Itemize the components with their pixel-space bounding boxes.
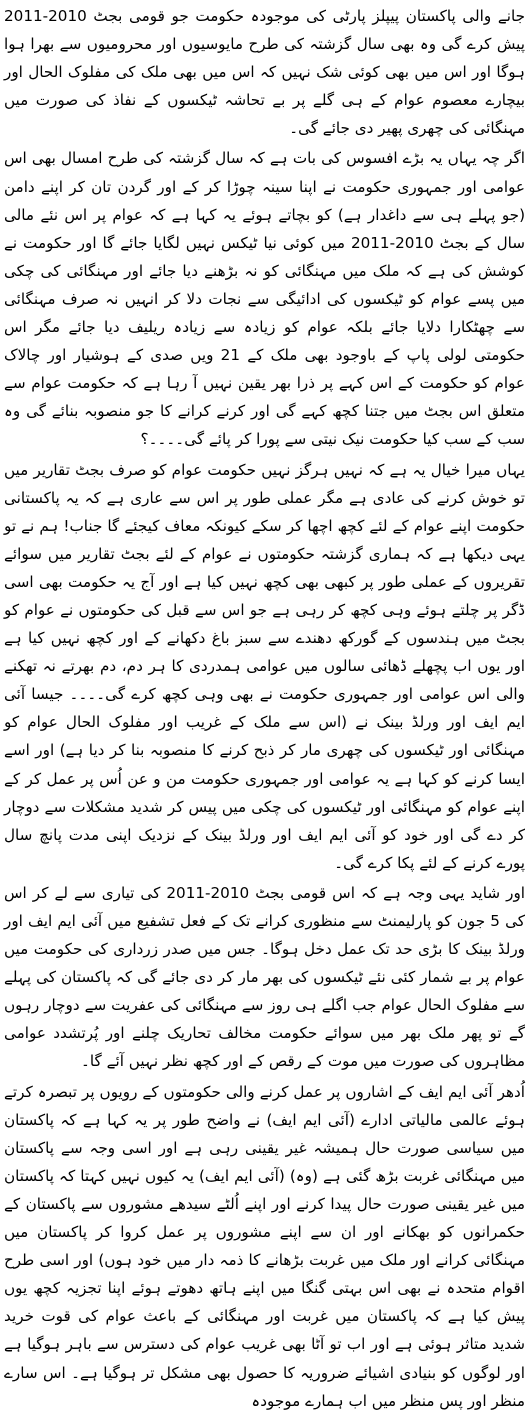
paragraph-1: جانے والی پاکستان پیپلز پارٹی کی موجودہ حکومت جو قومی بجٹ 2010-2011 پیش کرے گی وہ بھی سال گزشتہ کی طرح مایوسیوں اور محرومیوں سے بھرا ہوا ہوگا اور اس میں بھی کوئی شک نہیں کہ اس میں بھی ملک کی مفلوک الحال اور بیچارے معصوم عوام کے ہی گلے پر بے تحاشہ ٹیکسوں کے نفاذ کی صورت میں مہنگائی کی چھری پھیر دی جائے گی۔ (4, 7, 525, 138)
paragraph-4: اور شاید یہی وجہ ہے کہ اس قومی بجٹ 2010-2011 کی تیاری سے لے کر اس کی 5 جون کو پارلیمنٹ سے منظوری کرانے تک کے فعل تشفیع میں آئی ایم ایف اور ورلڈ بینک کا بڑی حد تک عمل دخل ہوگا۔ جس میں صدر زرداری کی حکومت میں عوام پر بے شمار کئی نئے ٹیکسوں کی بھر مار کر دی جائے گی کہ پاکستان کی پہلے سے مفلوک الحال عوام جب اگلے ہی روز سے مہنگائی کی عفریت سے دوچار رہوں گے تو پھر ملک بھر میں سوائے حکومت مخالف تحاریک چلنے اور پُرتشدد عوامی مظاہروں کی صورت میں موت کے رقص کے اور کچھ نظر نہیں آئے گا۔ (4, 883, 526, 1071)
paragraph-5: اُدھر آئی ایم ایف کے اشاروں پر عمل کرنے والی حکومتوں کے رویوں پر تبصرہ کرتے ہوئے عالمی مالیاتی ادارے (آئی ایم ایف) نے واضح طور پر یہ کہا ہے کہ پاکستان میں سیاسی صورت حال ہمیشہ غیر یقینی رہی ہے اور اسی وجہ سے پاکستان میں مہنگائی غربت بڑھ گئی ہے (وہ) (آئی ایم ایف) یہ کیوں نہیں کہتا کہ پاکستان میں غیر یقینی صورت حال پیدا کرنے اور اپنے اُلٹے سیدھے مشوروں سے پاکستان کے حکمرانوں کو بھکانے اور ان سے اپنے مشوروں پر عمل کروا کر پاکستان میں مہنگائی کرانے اور ملک میں غربت بڑھانے کا ذمہ دار میں خود ہوں) اور اسی طرح اقوام متحدہ نے بھی اس بہتی گنگا میں اپنے ہاتھ دھوتے ہوئے اپنا تجزیہ کچھ یوں پیش کیا ہے کہ پاکستان میں غربت اور مہنگائی کے باعث عوام کی قوت خرید شدید متاثر ہوئی ہے اور اب تو آٹا بھی غریب عوام کی دسترس سے باہر ہوگیا ہے اور لوگوں کو بنیادی اشیائے ضروریہ کا حصول بھی مشکل تر ہوگیا ہے۔ اس سارے منظر اور پس منظر میں اب ہمارے موجودہ (4, 1082, 525, 1410)
paragraph-2: اگر چہ یہاں یہ بڑے افسوس کی بات ہے کہ سال گزشتہ کی طرح امسال بھی اس عوامی اور جمہوری حکومت نے اپنا سینہ چوڑا کر کے اور گردن تان کر اپنے دامن (جو پہلے ہی سے داغدار ہے) کو بچاتے ہوئے یہ کہا ہے کہ عوام پر اس نئے مالی سال کے بجٹ 2010-2011 میں کوئی نیا ٹیکس نہیں لگایا جائے گا اور حکومت نے کوشش کی ہے کہ ملک میں مہنگائی کو نہ بڑھنے دیا جائے اور مہنگائی کی چکی میں پسے عوام کو ٹیکسوں کی ادائیگی سے نجات دلا کر انہیں نہ صرف مہنگائی سے چھٹکارا دلایا جائے بلکہ عوام کو زیادہ سے زیادہ ریلیف دیا جائے مگر اس حکومتی لولی پاپ کے باوجود بھی ملک کے 21 ویں صدی کے ہوشیار اور چالاک عوام کو حکومت کے اس کہے پر ذرا بھر یقین نہیں آ رہا ہے کہ حکومت عوام سے متعلق اس بجٹ میں جتنا کچھ کہے گی اور کرنے کرانے کا جو منصوبہ بنائے گی وہ سب کے سب کیا حکومت نیک نیتی سے پورا کر پائے گی۔۔۔۔؟ (4, 149, 525, 449)
paragraph-3: یہاں میرا خیال یہ ہے کہ نہیں ہرگز نہیں حکومت عوام کو صرف بجٹ تقاریر میں تو خوش کرنے کی عادی ہے مگر عملی طور پر اس سے عاری ہے کہ یہ پاکستانی حکومت اپنے عوام کے لئے کچھ اچھا کر سکے کیونکہ معاف کیجئے گا جناب! ہم نے تو یہی دیکھا ہے کہ ہماری گزشتہ حکومتوں نے عوام کے لئے بجٹ تقاریر میں سوائے تقریروں کے عملی طور پر کبھی بھی کچھ نہیں کیا ہے اور آج یہ حکومت بھی اسی ڈگر پر چلتے ہوئے وہی کچھ کر رہی ہے جو اس سے قبل کی حکومتوں نے عوام کو بجٹ میں ہندسوں کے گورکھ دھندے سے سبز باغ دکھانے کے اور کچھ نہیں کیا ہے اور یوں اب پچھلے ڈھائی سالوں میں عوامی ہمدردی کا ہر دم، دم بھرتے نہ تھکنے والی اس عوامی اور جمہوری حکومت نے بھی وہی کچھ کرے گی۔۔۔۔ جیسا آئی ایم ایف اور ورلڈ بینک نے (اس سے ملک کے غریب اور مفلوک الحال عوام کو مہنگائی اور ٹیکسوں کی چھری مار کر ذبح کرنے کا منصوبہ بنا کر دیا ہے) اور اسے ایسا کرنے کو کہا ہے یہ عوامی اور جمہوری حکومت من و عن اُس پر عمل کر کے اپنے عوام کو مہنگائی اور ٹیکسوں کی چکی میں پیس کر شدید مشکلات سے دوچار کر دے گی اور خود کو آئی ایم ایف اور ورلڈ بینک کے نزدیک اپنی مدت پانچ سال پورے کرنے کے لئے پکا کرے گی۔ (4, 460, 525, 872)
